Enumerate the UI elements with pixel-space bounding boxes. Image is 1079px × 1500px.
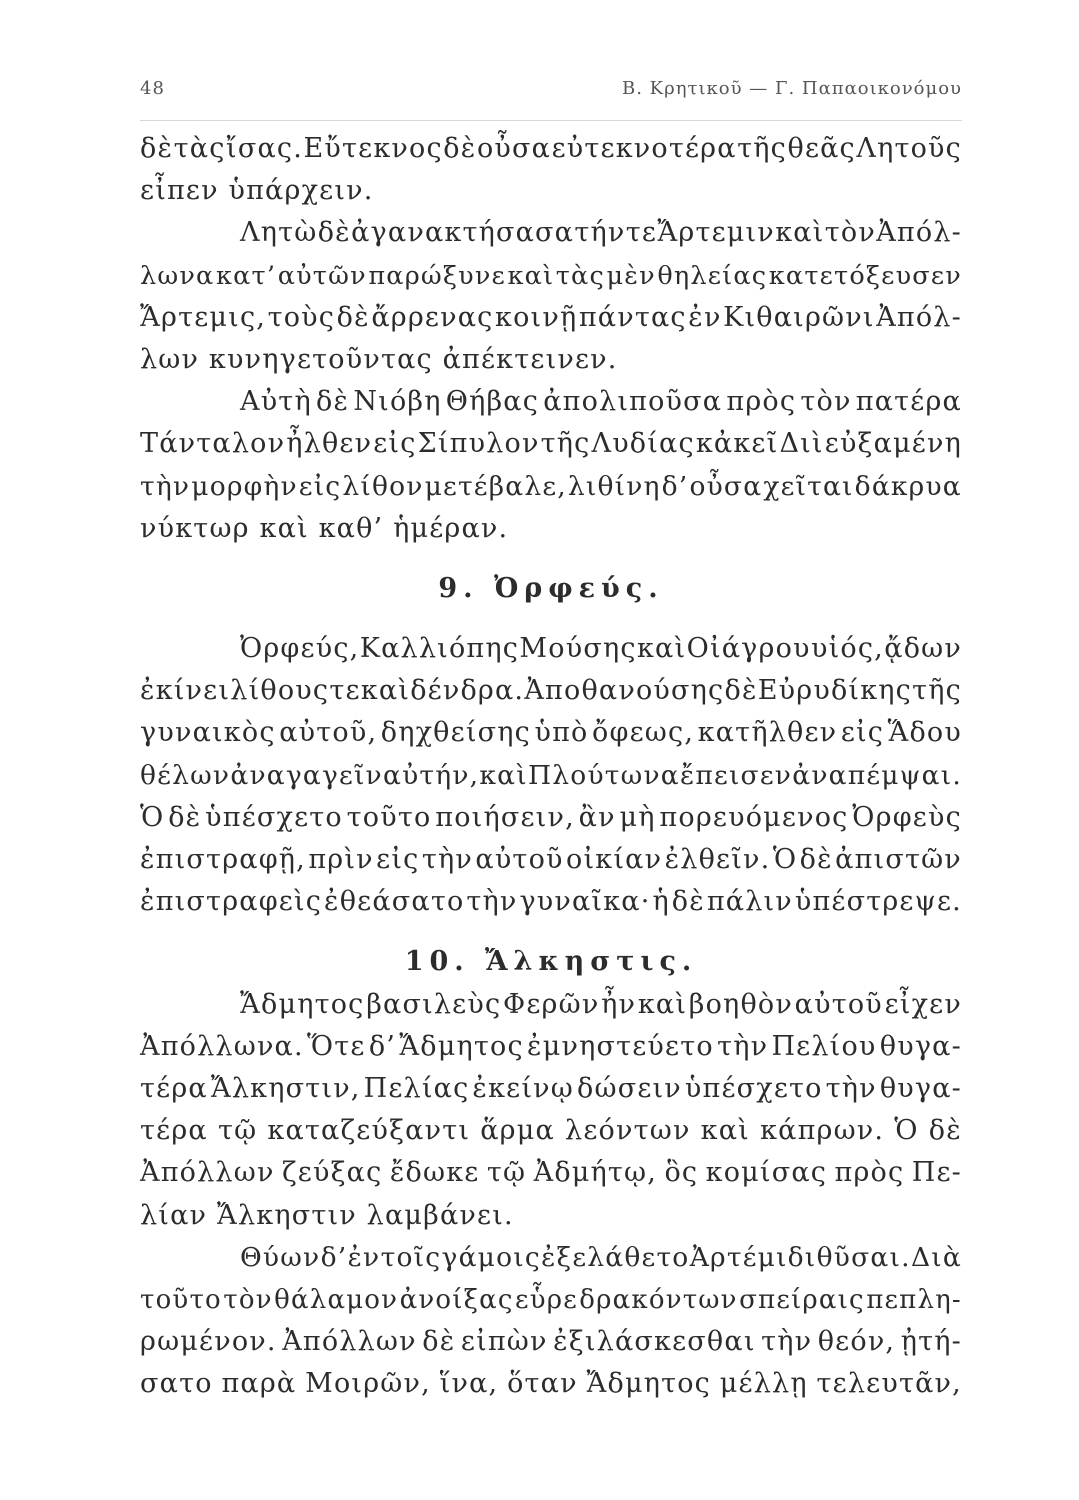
header-divider — [140, 120, 962, 121]
text-line: νύκτωρ καὶ καθ’ ἡμέραν. — [140, 512, 509, 544]
text-line: τέρα Ἄλκηστιν, Πελίας ἐκείνῳ δώσειν ὑπέσχετο τὴν θυγα- — [140, 1072, 962, 1104]
text-line: Ἀπόλλωνα. Ὅτε δ’ Ἄδμητος ἐμνηστεύετο τὴν Πελίου θυγα- — [140, 1030, 962, 1062]
text-line: ἐπιστραφεὶς ἐθεάσατο τὴν γυναῖκα· ἡ δὲ πάλιν ὑπέστρεψε. — [140, 886, 962, 918]
text-line: σατο παρὰ Μοιρῶν, ἵνα, ὅταν Ἄδμητος μέλλῃ τελευτᾶν, — [140, 1368, 962, 1400]
page-number: 48 — [140, 78, 165, 99]
section-heading-alcestis: 10. Ἄλκηστις. — [404, 946, 698, 978]
text-line: εἶπεν ὑπάρχειν. — [140, 175, 374, 207]
text-line: ρωμένον. Ἀπόλλων δὲ εἰπὼν ἐξιλάσκεσθαι τὴν θεόν, ᾐτή- — [140, 1326, 962, 1358]
running-title: Β. Κρητικοῦ — Γ. Παπαοικονόμου — [622, 78, 962, 99]
text-line: ἐκίνει λίθους τε καὶ δένδρα. Ἀποθανούσης δὲ Εὐρυδίκης τῆς — [140, 675, 962, 707]
text-line: Ὀρφεύς, Καλλιόπης Μούσης καὶ Οἰάγρου υἱός, ᾄδων — [240, 633, 962, 665]
text-line: Ἀπόλλων ζεύξας ἔδωκε τῷ Ἀδμήτῳ, ὃς κομίσας πρὸς Πε- — [140, 1157, 962, 1189]
text-line: Τάνταλον ἦλθεν εἰς Σίπυλον τῆς Λυδίας κἀκεῖ Διὶ εὐξαμένη — [140, 428, 962, 460]
text-line: λωνα κατ’ αὐτῶν παρώξυνε καὶ τὰς μὲν θηλείας κατετόξευσεν — [140, 260, 962, 291]
text-line: γυναικὸς αὐτοῦ, δηχθείσης ὑπὸ ὄφεως, κατῆλθεν εἰς Ἅδου — [140, 717, 962, 749]
text-line: Ὁ δὲ ὑπέσχετο τοῦτο ποιήσειν, ἂν μὴ πορευόμενος Ὀρφεὺς — [140, 801, 962, 833]
text-line: δὲ τὰς ἴσας. Εὔτεκνος δὲ οὖσα εὐτεκνοτέρα τῆς θεᾶς Λητοῦς — [140, 133, 962, 164]
text-line: λίαν Ἄλκηστιν λαμβάνει. — [140, 1199, 514, 1231]
text-line: Θύων δ’ ἐν τοῖς γάμοις ἐξελάθετο Ἀρτέμιδι θῦσαι. Διὰ — [240, 1241, 962, 1273]
text-line: Ἄδμητος βασιλεὺς Φερῶν ἦν καὶ βοηθὸν αὐτοῦ εἶχεν — [240, 988, 962, 1020]
text-line: τοῦτο τὸν θάλαμον ἀνοίξας εὗρε δρακόντων σπείραις πεπλη- — [140, 1284, 962, 1315]
text-line: Λητὼ δὲ ἀγανακτήσασα τήν τε Ἄρτεμιν καὶ τὸν Ἀπόλ- — [240, 217, 962, 249]
text-line: τὴν μορφὴν εἰς λίθον μετέβαλε, λιθίνη δ’ οὖσα χεῖται δάκρυα — [140, 470, 962, 502]
running-header — [140, 78, 962, 99]
text-line: Αὐτὴ δὲ Νιόβη Θήβας ἀπολιποῦσα πρὸς τὸν πατέρα — [240, 386, 962, 418]
text-line: τέρα τῷ καταζεύξαντι ἅρμα λεόντων καὶ κάπρων. Ὁ δὲ — [140, 1115, 962, 1147]
section-heading-orpheus: 9. Ὀρφεύς. — [438, 572, 664, 604]
text-line: ἐπιστραφῇ, πρὶν εἰς τὴν αὐτοῦ οἰκίαν ἐλθεῖν. Ὁ δὲ ἀπιστῶν — [140, 844, 962, 875]
text-line: Ἄρτεμις, τοὺς δὲ ἄρρενας κοινῇ πάντας ἐν Κιθαιρῶνι Ἀπόλ- — [140, 301, 962, 333]
text-line: λων κυνηγετοῦντας ἀπέκτεινεν. — [140, 343, 618, 375]
body-text — [140, 128, 962, 1405]
text-line: θέλων ἀναγαγεῖν αὐτήν, καὶ Πλούτωνα ἔπεισεν ἀναπέμψαι. — [140, 759, 962, 791]
